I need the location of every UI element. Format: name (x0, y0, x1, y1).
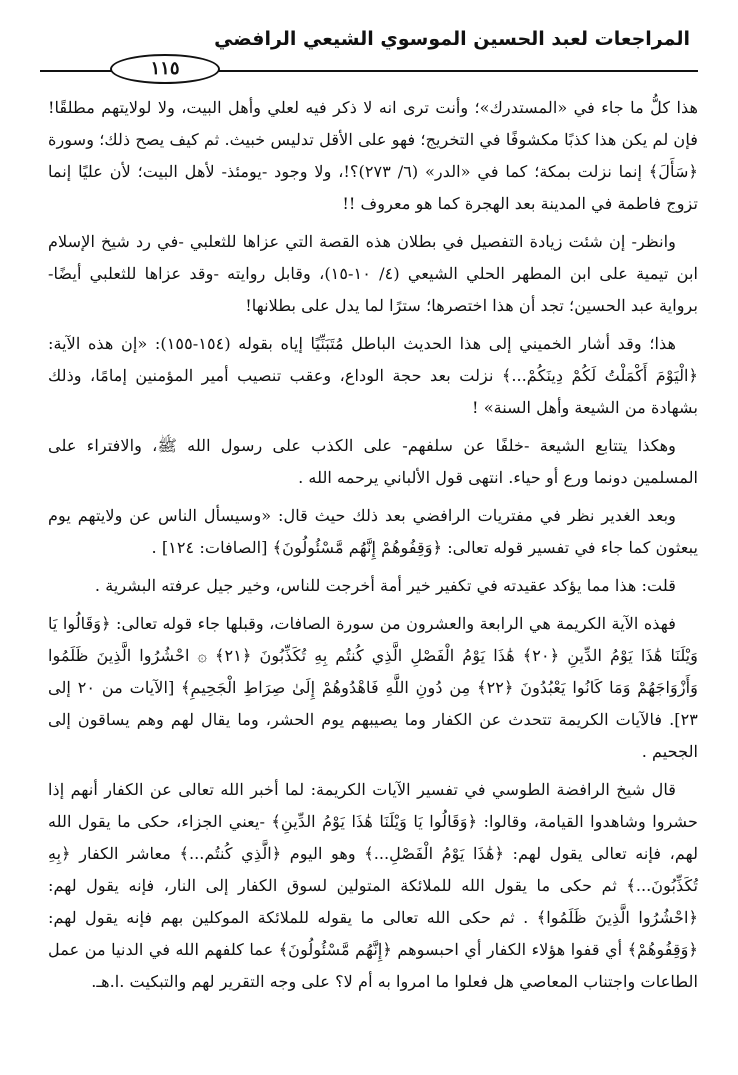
paragraph: هذا؛ وقد أشار الخميني إلى هذا الحديث الباطل مُتَبَنِّيًا إياه بقوله (١٥٤-١٥٥): «إن هذه الآية: ﴿الْيَوْمَ أَكْمَلْتُ لَكُمْ دِينَكُمْ...﴾ نزلت بعد حجة الوداع، وعقب تنصيب أمير المؤمنين إمامًا، وذلك بشهادة من الشيعة وأهل السنة» ! (48, 334, 698, 417)
paragraph: فهذه الآية الكريمة هي الرابعة والعشرون من سورة الصافات، وقبلها جاء قوله تعالى: ﴿وَقَالُوا يَا وَيْلَنَا هَٰذَا يَوْمُ الدِّينِ ﴿٢٠﴾ هَٰذَا يَوْمُ الْفَصْلِ الَّذِي كُنتُم بِهِ تُكَذِّبُونَ ﴿٢١﴾ ۞ احْشُرُوا الَّذِينَ ظَلَمُوا وَأَزْوَاجَهُمْ وَمَا كَانُوا يَعْبُدُونَ ﴿٢٢﴾ مِن دُونِ اللَّهِ فَاهْدُوهُمْ إِلَىٰ صِرَاطِ الْجَحِيمِ﴾ [الآيات من ٢٠ إلى ٢٣]. فالآيات الكريمة تتحدث عن الكفار وما يصيبهم يوم الحشر، وما يقال لهم وهم يساقون إلى الجحيم . (48, 614, 699, 761)
paragraph: قال شيخ الرافضة الطوسي في تفسير الآيات الكريمة: لما أخبر الله تعالى عن الكفار أنهم إذا حشروا وشاهدوا القيامة، وقالوا: ﴿وَقَالُوا يَا وَيْلَنَا هَٰذَا يَوْمُ الدِّينِ﴾ -يعني الجزاء، حكى ما يقول الله لهم، فإنه تعالى يقول لهم: ﴿هَٰذَا يَوْمُ الْفَصْلِ...﴾ وهو اليوم ﴿الَّذِي كُنتُم...﴾ معاشر الكفار ﴿بِهِ تُكَذِّبُونَ...﴾ ثم حكى ما يقول الله للملائكة المتولين لسوق الكفار إلى النار، فإنه يقول لهم: ﴿احْشُرُوا الَّذِينَ ظَلَمُوا﴾ . ثم حكى الله تعالى ما يقوله للملائكة الموكلين بهم فإنه يقول لهم: ﴿وَقِفُوهُمْ﴾ أي قفوا هؤلاء الكفار أي احبسوهم ﴿إِنَّهُم مَّسْئُولُونَ﴾ عما كلفهم الله في الدنيا من عمل الطاعات واجتناب المعاصي هل فعلوا ما امروا به أم لا؟ على وجه التقرير لهم والتبكيت .ا.هـ. (48, 780, 698, 991)
paragraph: وبعد الغدير نظر في مفتريات الرافضي بعد ذلك حيث قال: «وسيسأل الناس عن ولايتهم يوم يبعثون كما جاء في تفسير قوله تعالى: ﴿وَقِفُوهُمْ إِنَّهُم مَّسْئُولُونَ﴾ [الصافات: ١٢٤] . (48, 506, 698, 557)
body-text (48, 92, 698, 1004)
paragraph: هذا كلُّ ما جاء في «المستدرك»؛ وأنت ترى انه لا ذكر فيه لعلي وأهل البيت، ولا لولايتهم مطلقًا! فإن لم يكن هذا كذبًا مكشوفًا في التخريج؛ فهو على الأقل تدليس خبيث. ثم كيف يصح ذلك؛ وسورة ﴿سَأَلَ﴾ إنما نزلت بمكة؛ كما في «الدر» (٦/ ٢٧٣)؟!، ولا وجود -يومئذ- لأهل البيت؛ لأن عليًا إنما تزوج فاطمة في المدينة بعد الهجرة كما هو معروف !! (48, 98, 698, 213)
paragraph: وانظر- إن شئت زيادة التفصيل في بطلان هذه القصة التي عزاها للثعلبي -في رد شيخ الإسلام ابن تيمية على ابن المطهر الحلي الشيعي (٤/ ١٠-١٥)، وقابل روايته -وقد عزاها للثعلبي أيضًا- برواية عبد الحسين؛ تجد أن هذا اختصرها؛ سترًا لما يدل على بطلانها! (48, 232, 699, 315)
page-header (40, 20, 698, 80)
paragraph: وهكذا يتتابع الشيعة -خلفًا عن سلفهم- على الكذب على رسول الله ﷺ، والافتراء على المسلمين دونما ورع أو حياء. انتهى قول الألباني يرحمه الله . (48, 436, 698, 487)
page-number-oval: ١١٥ (110, 54, 220, 84)
running-title: المراجعات لعبد الحسين الموسوي الشيعي الرافضي (214, 28, 690, 50)
paragraph: قلت: هذا مما يؤكد عقيدته في تكفير خير أمة أخرجت للناس، وخير جيل عرفته البشرية . (94, 576, 676, 595)
